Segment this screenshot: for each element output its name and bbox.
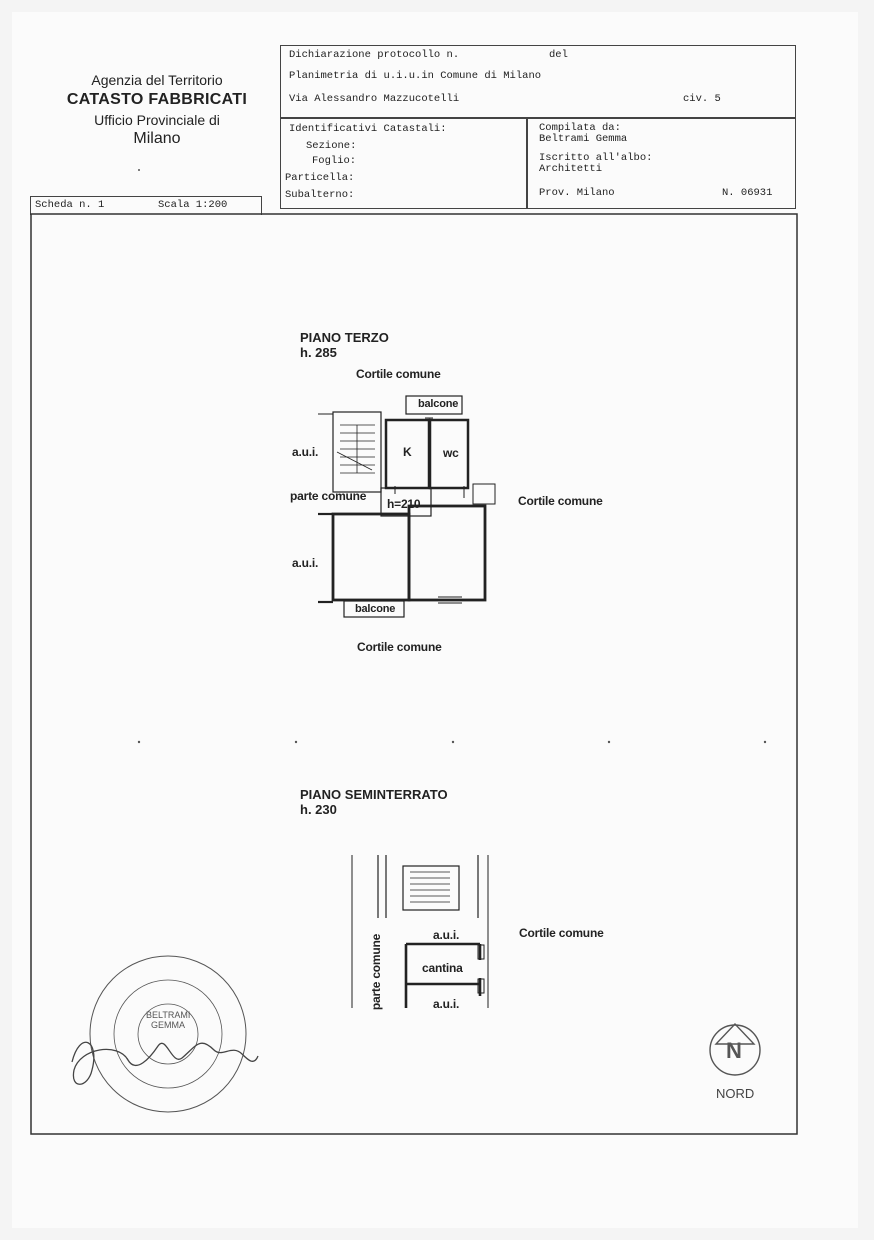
floor1-balcony-top: balcone — [418, 398, 459, 410]
north-letter: N — [726, 1038, 742, 1063]
floor1-name: PIANO TERZO — [300, 330, 389, 345]
floor2-height: h. 230 — [300, 802, 337, 817]
architect-stamp — [90, 956, 246, 1112]
office-name: Ufficio Provinciale di — [94, 112, 220, 128]
identifiers-title: Identificativi Catastali: — [289, 123, 447, 135]
north-label: NORD — [716, 1086, 755, 1101]
ceiling-height: h=210 — [387, 497, 421, 511]
particella-label: Particella: — [285, 172, 355, 184]
floor2-title — [300, 787, 448, 817]
stamp-name-line2: GEMMA — [150, 1020, 185, 1030]
floor1-courtyard-bottom: Cortile comune — [357, 640, 442, 654]
floor1-aui-top: a.u.i. — [292, 445, 319, 459]
register-label: Iscritto all'albo: — [539, 152, 653, 164]
floor1-courtyard-right: Cortile comune — [518, 494, 603, 508]
compiled-label: Compilata da: — [539, 122, 621, 134]
floor1-aui-bottom: a.u.i. — [292, 556, 319, 570]
sezione-label: Sezione: — [306, 140, 357, 152]
wc-label: wc — [443, 446, 459, 460]
floor2-common-part: parte comune — [369, 933, 384, 1011]
floor1-height: h. 285 — [300, 345, 337, 360]
floor1-title — [300, 330, 389, 360]
subalterno-label: Subalterno: — [285, 189, 355, 201]
cadastre-name: CATASTO FABBRICATI — [66, 91, 248, 108]
floor1-common-part: parte comune — [290, 489, 367, 503]
agency-name: Agenzia del Territorio — [91, 72, 223, 88]
floor1-balcony-bottom: balcone — [355, 603, 396, 615]
floor1-courtyard-top: Cortile comune — [356, 367, 441, 381]
drawing-frame — [31, 214, 797, 1134]
address: Via Alessandro Mazzucotelli — [289, 93, 460, 105]
registration-number: N. 06931 — [722, 187, 773, 199]
cellar-label: cantina — [422, 961, 463, 975]
foglio-label: Foglio: — [312, 155, 357, 167]
register-value: Architetti — [539, 163, 603, 175]
floor2-aui-bottom: a.u.i. — [433, 997, 460, 1011]
office-city: Milano — [133, 130, 181, 147]
signature — [72, 1042, 258, 1084]
province: Prov. Milano — [539, 187, 615, 199]
protocol-del: del — [549, 49, 568, 61]
scheda-number: Scheda n. 1 — [35, 199, 105, 211]
protocol-label: Dichiarazione protocollo n. — [289, 49, 460, 61]
plan-line: Planimetria di u.i.u.in Comune di Milano — [289, 70, 542, 82]
compiled-name: Beltrami Gemma — [539, 133, 628, 145]
floor2-aui-top: a.u.i. — [433, 928, 460, 942]
floor2-courtyard: Cortile comune — [519, 926, 604, 940]
kitchen-label: K — [403, 445, 412, 459]
stamp-name-line1: BELTRAMI — [146, 1010, 191, 1020]
scale: Scala 1:200 — [158, 199, 228, 211]
civic-number: civ. 5 — [683, 93, 721, 105]
floor2-name: PIANO SEMINTERRATO — [300, 787, 448, 802]
stamp-name — [146, 1010, 190, 1030]
